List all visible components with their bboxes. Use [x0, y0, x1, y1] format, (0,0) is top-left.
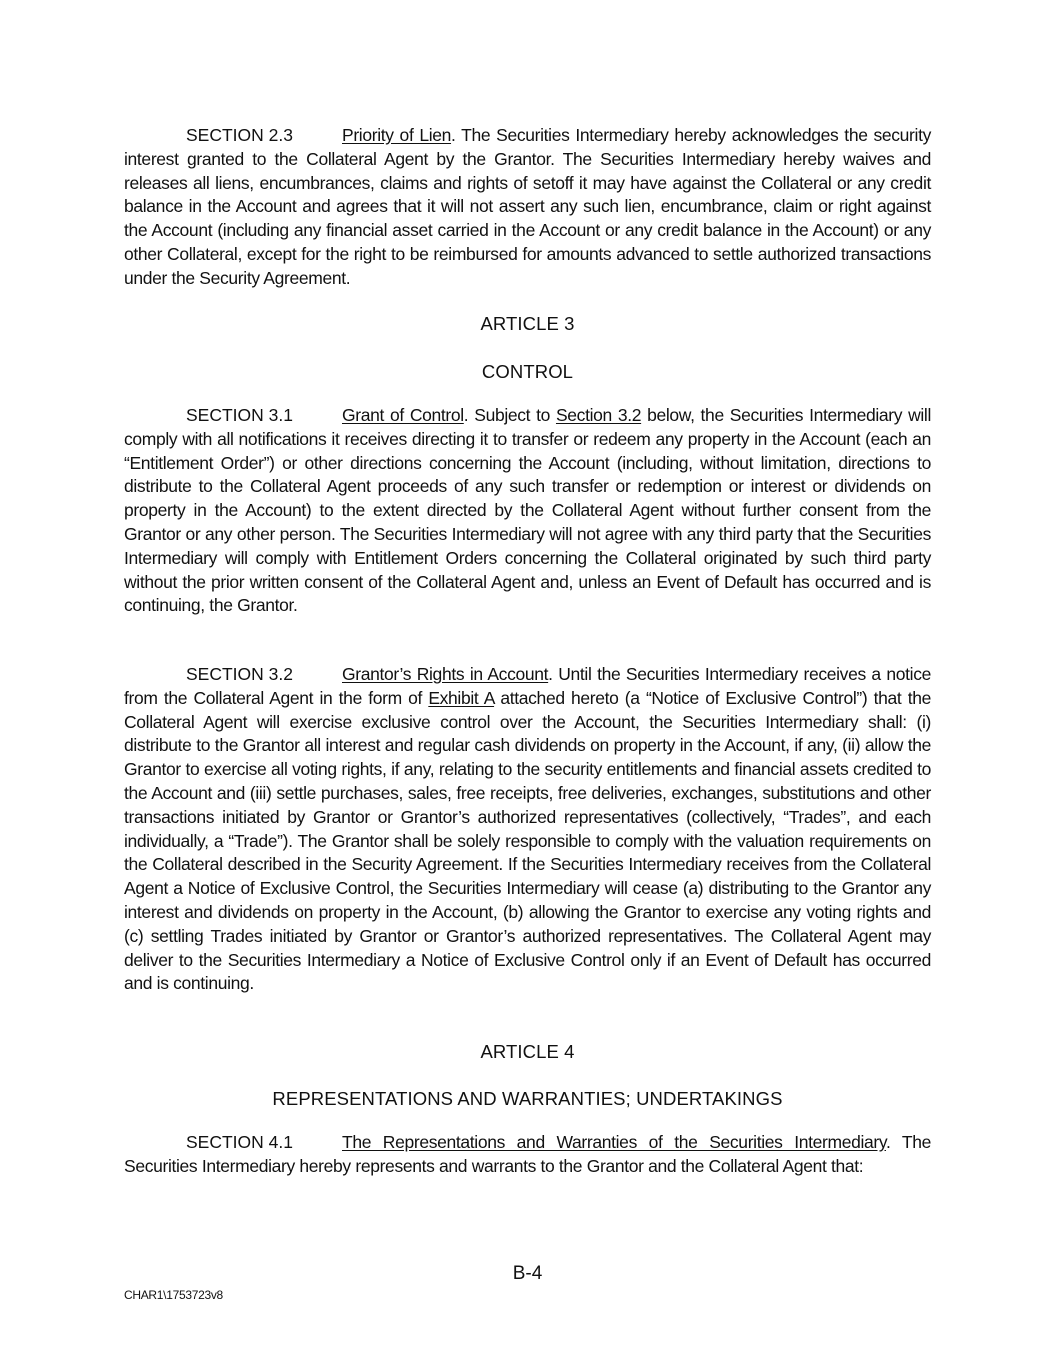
article-3-title: CONTROL — [481, 361, 574, 382]
section-reference: Section 3.2 — [555, 405, 642, 425]
section-title: Priority of Lien — [342, 125, 452, 145]
exhibit-reference: Exhibit A — [428, 687, 495, 708]
section-3-1-paragraph — [124, 404, 931, 618]
section-number: SECTION 3.1 — [186, 405, 293, 425]
article-4-heading: ARTICLE 4 — [480, 1041, 575, 1062]
section-number: SECTION 3.2 — [186, 664, 293, 684]
section-body-part-b: below, the Securities Intermediary will comply with all notifications it receives directing it to transfer or redeem any property in the Account (each an “Entitlement Order”) or other directions concerning the Account (including, without limitation, directions to distribute to the Collateral Agent proceeds of any such transfer or redemption or interest or dividends on property in the Account) to the extent directed by the Collateral Agent without further consent from the Grantor or any other person. The Securities Intermediary will not agree with any third party that the Securities Intermediary will comply with Entitlement Orders concerning the Collateral originated by such third party without the prior written consent of the Collateral Agent and, unless an Event of Default has occurred and is continuing, the Grantor. — [124, 405, 931, 616]
section-3-2-paragraph — [124, 663, 931, 996]
section-number: SECTION 2.3 — [186, 125, 293, 145]
section-body: . The Securities Intermediary hereby acknowledges the security interest granted to the Collateral Agent by the Grantor. The Securities Intermediary hereby waives and releases all liens, encumbrances, claims and rights of setoff it may have against the Collateral or any credit balance in the Account and agrees that it will not assert any such lien, encumbrance, claim or right against the Account (including any financial asset carried in the Account or any credit balance in the Account) or any other Collateral, except for the right to be reimbursed for amounts advanced to settle authorized transactions under the Security Agreement. — [124, 125, 931, 288]
section-body-part-a: . Until the Securities Intermediary receives a notice from the Collateral Agent in the form of — [124, 664, 931, 708]
section-4-1-paragraph — [124, 1131, 931, 1179]
section-body: . The Securities Intermediary hereby represents and warrants to the Grantor and the Collateral Agent that: — [124, 1132, 931, 1176]
article-3-heading: ARTICLE 3 — [480, 313, 575, 334]
section-body-part-b: attached hereto (a “Notice of Exclusive Control”) that the Collateral Agent will exercise exclusive control over the Account, the Securities Intermediary shall: (i) distribute to the Grantor all interest and regular cash dividends on property in the Account, if any, (ii) allow the Grantor to exercise all voting rights, if any, relating to the security entitlements and financial assets credited to the Account and (iii) settle purchases, sales, free receipts, free deliveries, exchanges, substitutions and other transactions initiated by Grantor or Grantor’s authorized representatives (collectively, “Trades”, and each individually, a “Trade”). The Grantor shall be solely responsible to comply with the valuation requirements on the Collateral described in the Security Agreement. If the Securities Intermediary receives from the Collateral Agent a Notice of Exclusive Control, the Securities Intermediary will cease (a) distributing to the Grantor any interest and dividends on property in the Account, (b) allowing the Grantor to exercise any voting rights and (c) settling Trades initiated by Grantor or Grantor’s authorized representatives. The Collateral Agent may deliver to the Securities Intermediary a Notice of Exclusive Control only if an Event of Default has occurred and is continuing. — [124, 687, 932, 994]
section-number: SECTION 4.1 — [186, 1132, 293, 1152]
section-body-part-a: . Subject to — [463, 405, 556, 425]
section-title: Grantor’s Rights in Account — [342, 664, 549, 684]
section-2-3-paragraph — [124, 124, 931, 291]
section-title: The Representations and Warranties of the Securities Intermediary — [342, 1132, 886, 1152]
document-id: CHAR1\1753723v8 — [124, 1288, 223, 1302]
article-4-title: REPRESENTATIONS AND WARRANTIES; UNDERTAKINGS — [272, 1088, 783, 1109]
section-title: Grant of Control — [342, 405, 464, 425]
page-number: B-4 — [512, 1263, 543, 1284]
